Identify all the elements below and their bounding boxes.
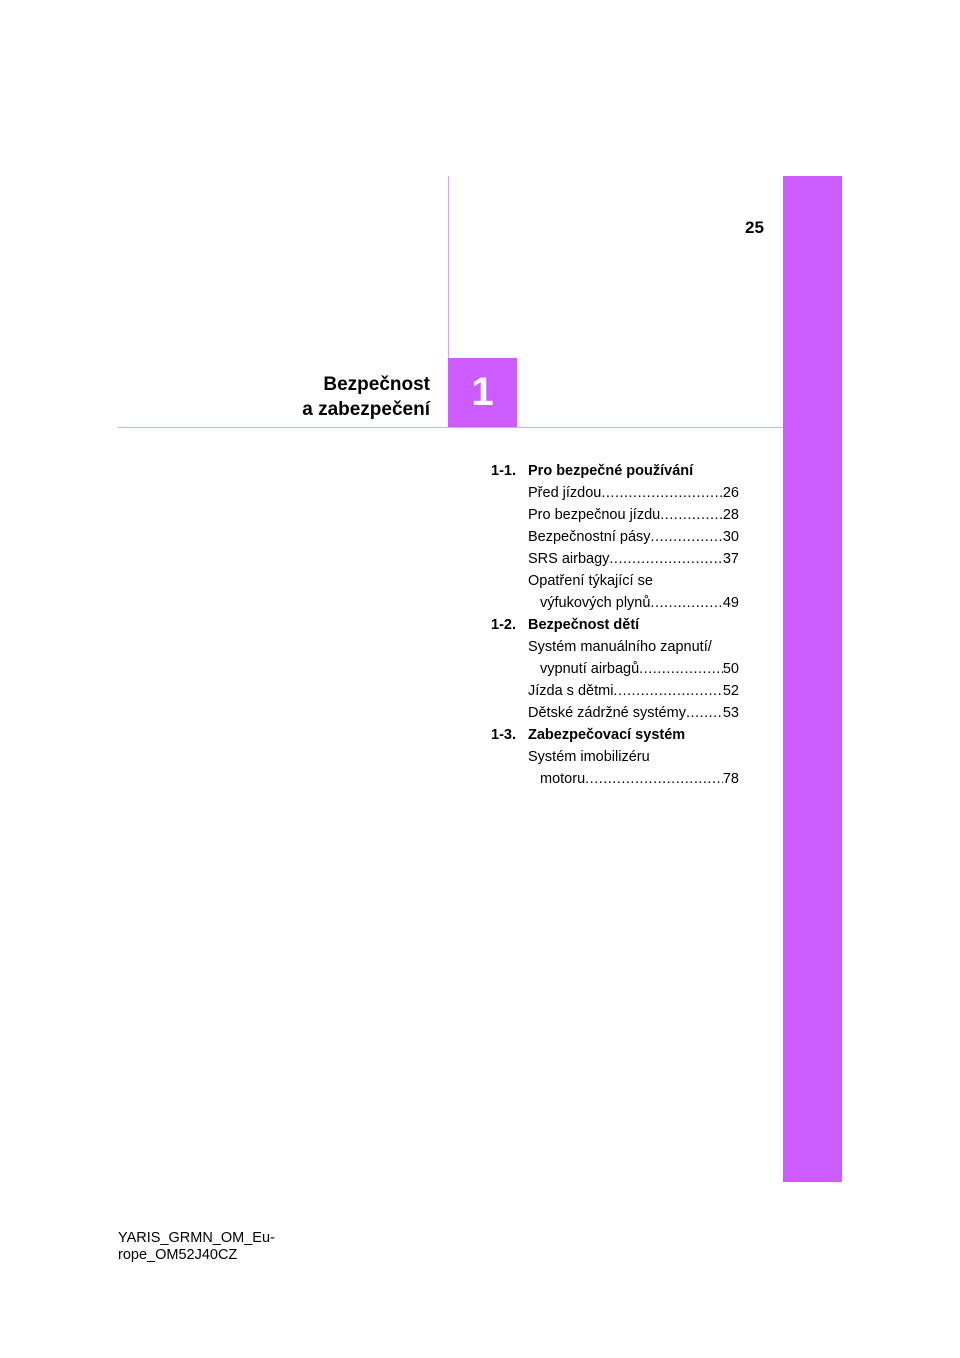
entry-page: 37 (722, 551, 739, 567)
entry-text: Bezpečnostní pásy (528, 529, 651, 545)
entry-page: 28 (722, 507, 739, 523)
footer-line1: YARIS_GRMN_OM_Eu- (118, 1230, 275, 1246)
section-number: 1-3. (491, 727, 516, 743)
chapter-number-box (448, 358, 517, 427)
section-title: Bezpečnost dětí (528, 617, 640, 633)
toc-entry[interactable] (528, 636, 739, 680)
entry-page: 53 (722, 705, 739, 721)
entry-page: 52 (722, 683, 739, 699)
entry-page: 78 (722, 771, 739, 787)
horizontal-rule (118, 427, 783, 428)
document-footer (118, 1230, 275, 1264)
section-number: 1-2. (491, 617, 516, 633)
entry-text-line1: Systém imobilizéru (528, 749, 650, 765)
vertical-rule (448, 176, 449, 358)
entry-text: SRS airbagy (528, 551, 610, 567)
toc-entry[interactable] (528, 746, 739, 790)
chapter-side-tab (783, 176, 842, 1182)
entry-text: Dětské zádržné systémy (528, 705, 686, 721)
toc-entry[interactable] (528, 526, 739, 548)
toc-entry[interactable] (528, 680, 739, 702)
toc-entry[interactable] (528, 482, 739, 504)
toc-section-1-3[interactable] (491, 724, 739, 746)
page-number: 25 (745, 218, 764, 237)
entry-text: Jízda s dětmi (528, 683, 614, 699)
toc-entry[interactable] (528, 702, 739, 724)
footer-line2: rope_OM52J40CZ (118, 1247, 238, 1263)
toc-section-1-2[interactable] (491, 614, 739, 636)
entry-text: Před jízdou (528, 485, 602, 501)
toc-section-1-1[interactable] (491, 460, 739, 482)
entry-page: 50 (722, 661, 739, 677)
chapter-title-line2: a zabezpečení (302, 399, 430, 420)
section-title: Zabezpečovací systém (528, 727, 686, 743)
entry-page: 30 (722, 529, 739, 545)
entry-page: 49 (722, 595, 739, 611)
section-title: Pro bezpečné používání (528, 463, 694, 479)
entry-text: Pro bezpečnou jízdu (528, 507, 661, 523)
entry-text: výfukových plynů (540, 595, 651, 611)
chapter-number: 1 (471, 370, 494, 414)
entry-text-line1: Systém manuálního zapnutí/ (528, 639, 712, 655)
section-number: 1-1. (491, 463, 516, 479)
entry-page: 26 (722, 485, 739, 501)
table-of-contents (491, 460, 739, 790)
chapter-title (302, 372, 430, 422)
toc-entry[interactable] (528, 570, 739, 614)
chapter-title-line1: Bezpečnost (323, 374, 430, 395)
entry-text-line1: Opatření týkající se (528, 573, 653, 589)
entry-text: motoru (540, 771, 586, 787)
entry-text: vypnutí airbagů (540, 661, 640, 677)
toc-entry[interactable] (528, 504, 739, 526)
toc-entry[interactable] (528, 548, 739, 570)
